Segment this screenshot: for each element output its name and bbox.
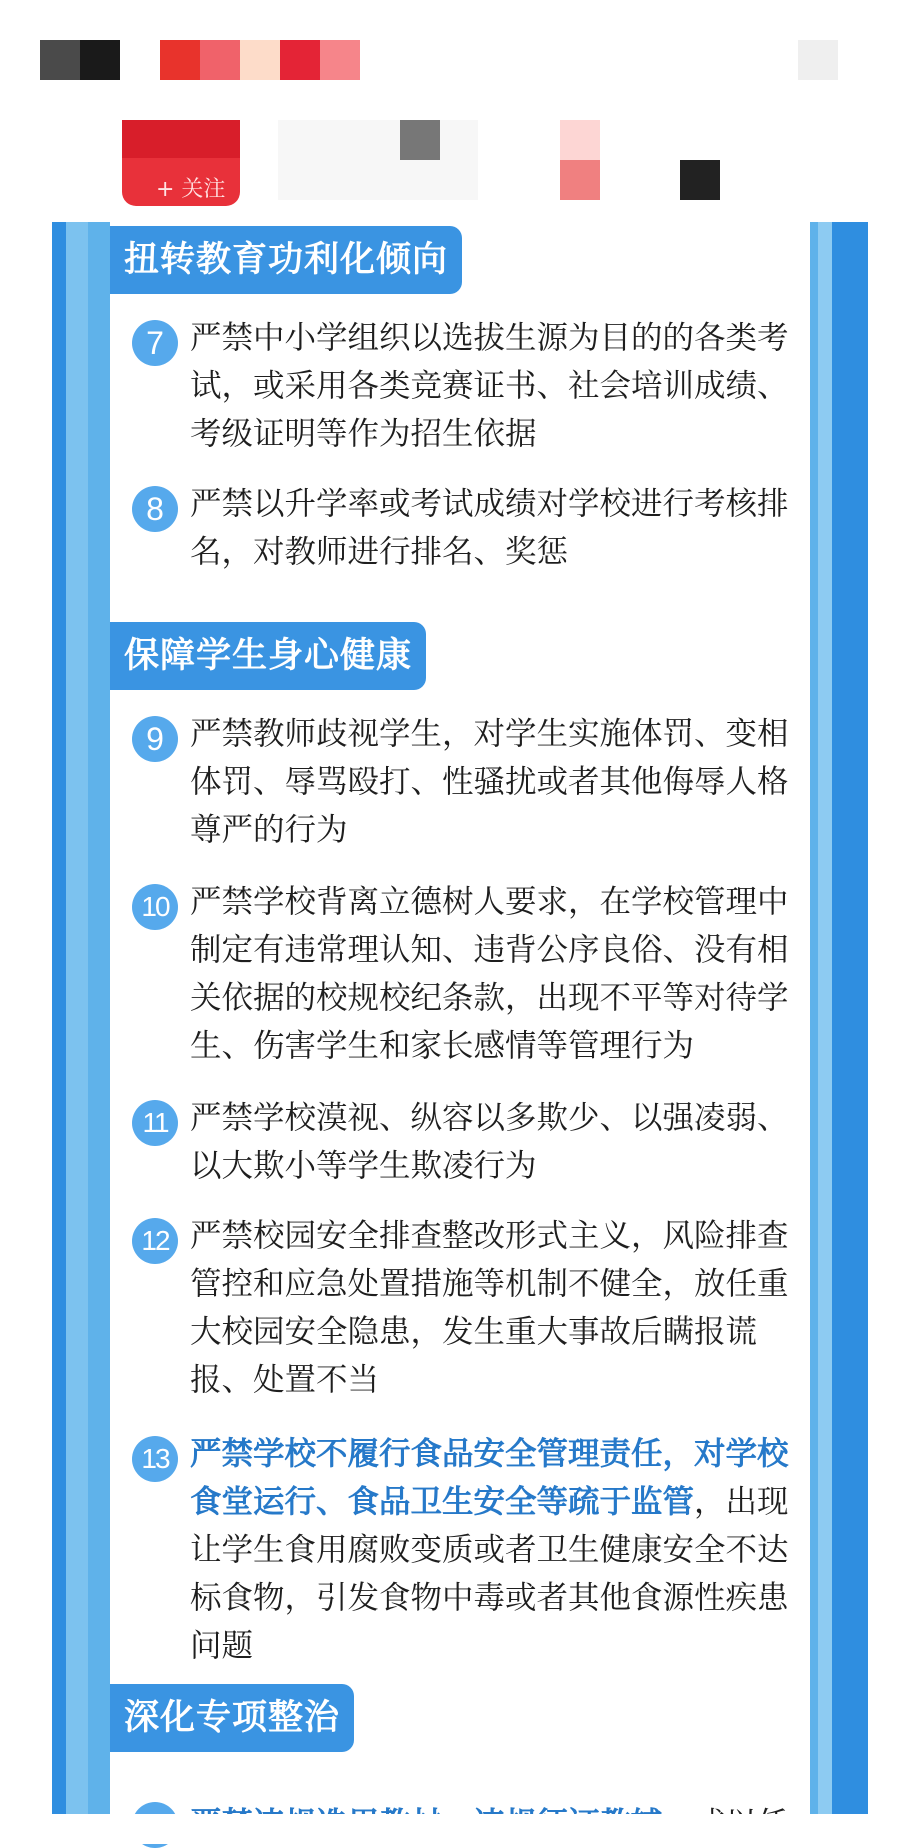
poster-image [52,222,868,1814]
follow-label: + 关注 [156,177,226,202]
item-text-highlight: 严禁学校不履行食品安全管理责任，对学校食堂运行、食品卫生安全等疏于监管 [190,1436,789,1520]
blurred-block [40,40,80,80]
item-text [190,1430,800,1670]
item-text: 严禁学校背离立德树人要求，在学校管理中制定有违常理认知、违背公序良俗、没有相关依据的校规校纪条款，出现不平等对待学生、伤害学生和家长感情等管理行为 [190,884,789,1064]
blurred-block [280,40,320,80]
top-status-area [0,0,918,220]
list-item [132,1430,822,1674]
blurred-block [80,40,120,80]
list-item [132,710,822,860]
blurred-block [240,40,280,80]
item-text: 严禁学校漠视、纵容以多欺少、以强凌弱、以大欺小等学生欺凌行为 [190,1100,789,1184]
poster-border-left-inner [66,222,88,1814]
blurred-block [400,120,440,160]
list-item [132,314,822,464]
blurred-block [680,160,720,200]
section-title-3: 深化专项整治 [110,1684,354,1752]
poster-border-right [832,222,868,1814]
list-item [132,480,822,580]
item-number-badge: 11 [132,1100,178,1146]
list-item [132,878,822,1074]
item-text: 严禁以升学率或考试成绩对学校进行考核排名，对教师进行排名、奖惩 [190,486,789,570]
blurred-block [560,160,600,200]
item-text: 严禁中小学组织以选拔生源为目的的各类考试，或采用各类竞赛证书、社会培训成绩、考级证明等作为招生依据 [190,320,789,452]
blurred-block [798,40,838,80]
blurred-block [160,40,200,80]
bottom-bar [0,1814,918,1844]
list-item [132,1094,822,1194]
item-text: 严禁教师歧视学生，对学生实施体罚、变相体罚、辱骂殴打、性骚扰或者其他侮辱人格尊严的行为 [190,716,789,848]
item-text: 严禁校园安全排查整改形式主义，风险排查管控和应急处置措施等机制不健全，放任重大校园安全隐患，发生重大事故后瞒报谎报、处置不当 [190,1218,789,1398]
item-number-badge: 13 [132,1436,178,1482]
item-number-badge: 12 [132,1218,178,1264]
poster-border-left [52,222,66,1814]
blurred-block [560,120,600,160]
item-text-rest: ，出现让学生食用腐败变质或者卫生健康安全不达标食物，引发食物中毒或者其他食源性疾患问题 [190,1484,789,1664]
blurred-block [278,120,478,200]
blurred-block [320,40,360,80]
section-title-2: 保障学生身心健康 [110,622,426,690]
section-title-1: 扭转教育功利化倾向 [110,226,462,294]
item-number-badge: 8 [132,486,178,532]
blurred-block [200,40,240,80]
follow-button[interactable] [122,120,240,206]
item-number-badge: 10 [132,884,178,930]
list-item [132,1212,822,1408]
item-number-badge: 7 [132,320,178,366]
item-number-badge: 9 [132,716,178,762]
